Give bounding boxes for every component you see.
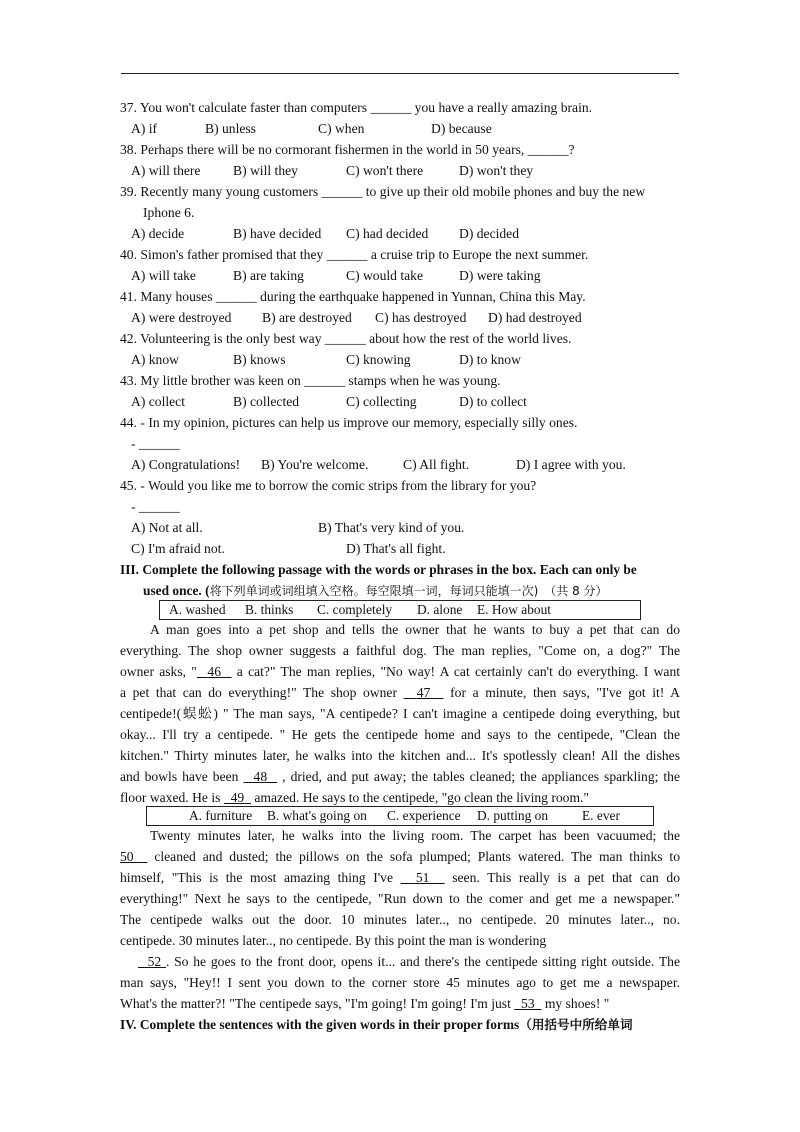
passage-line: floor waxed. He is 49 amazed. He says to the centipede, "go clean the living room.": [120, 790, 589, 805]
section-3-heading: III. Complete the following passage with the words or phrases in the box. Each can only be: [120, 562, 637, 577]
q40-option-b: B) are taking: [233, 268, 304, 283]
word-box-1-item: C. completely: [317, 602, 393, 617]
q39-option-a: A) decide: [131, 226, 185, 241]
q41-option-b: B) are destroyed: [262, 310, 352, 325]
q42-option-d: D) to know: [459, 352, 521, 367]
question-40: 40. Simon's father promised that they ______ a cruise trip to Europe the next summer.: [120, 247, 589, 262]
word-box-1: [159, 600, 641, 620]
q45-option-d: D) That's all fight.: [346, 541, 446, 556]
question-43: 43. My little brother was keen on ______ stamps when he was young.: [120, 373, 501, 388]
q37-option-c: C) when: [318, 121, 365, 136]
passage-line: everything. The shop owner suggests a faithful dog. The man replies, "Come on, a dog?" The: [120, 643, 680, 658]
q43-option-b: B) collected: [233, 394, 300, 409]
passage-line: owner asks, " 46 a cat?" The man replies, "No way! A cat certainly can't do everything. I want: [120, 664, 681, 679]
question-38: 38. Perhaps there will be no cormorant fishermen in the world in 50 years, ______?: [120, 142, 575, 157]
passage-line: okay... I'll try a centipede. " He gets the centipede home and says to the centipede, "Clean the: [120, 727, 680, 742]
q39-option-d: D) decided: [459, 226, 520, 241]
section-3-heading-cn: 将下列单词或词组填入空格。每空限填一词，每词只能填一次): [209, 584, 539, 598]
q45-option-a: A) Not at all.: [131, 520, 203, 535]
passage-line: Twenty minutes later, he walks into the living room. The carpet has been vacuumed; the: [150, 828, 680, 843]
q38-option-d: D) won't they: [459, 163, 534, 178]
q39-option-c: C) had decided: [346, 226, 429, 241]
q44-option-b: B) You're welcome.: [261, 457, 369, 472]
q40-option-a: A) will take: [131, 268, 196, 283]
blank-50: 50: [120, 849, 134, 864]
passage-line: What's the matter?! "The centipede says, "I'm going! I'm going! I'm just 53 my shoes! ": [120, 996, 610, 1011]
question-39-cont: Iphone 6.: [143, 205, 195, 220]
word-box-2-item: A. furniture: [189, 808, 253, 823]
q37-option-b: B) unless: [205, 121, 256, 136]
passage-line: 50 cleaned and dusted; the pillows on the sofa plumped; Plants watered. The man thinks to: [120, 849, 681, 864]
q45-option-c: C) I'm afraid not.: [131, 541, 225, 556]
blank-46: 46: [207, 664, 221, 679]
q42-option-b: B) knows: [233, 352, 286, 367]
q39-option-b: B) have decided: [233, 226, 322, 241]
question-37: 37. You won't calculate faster than computers ______ you have a really amazing brain.: [120, 100, 593, 115]
section-4-heading-cn: （用括号中所给单词: [519, 1017, 633, 1032]
q45-option-b: B) That's very kind of you.: [318, 520, 465, 535]
q44-option-d: D) I agree with you.: [516, 457, 626, 472]
passage-line: man says, "Hey!! I sent you down to the corner store 45 minutes ago to get me a newspaper.: [120, 975, 680, 990]
blank-47: 47: [416, 685, 431, 700]
q44-response-blank: - ______: [131, 436, 180, 451]
passage-line: centipede!(蜈蚣) " The man says, "A centipede? I can't imagine a centipede doing everything, but: [120, 706, 680, 721]
word-box-1-item: A. washed: [169, 602, 226, 617]
q41-option-c: C) has destroyed: [375, 310, 467, 325]
blank-48: 48: [253, 769, 268, 784]
q40-option-d: D) were taking: [459, 268, 541, 283]
word-box-2-item: B. what's going on: [267, 808, 367, 823]
q38-option-c: C) won't there: [346, 163, 424, 178]
word-box-2: [146, 806, 654, 826]
q43-option-a: A) collect: [131, 394, 185, 409]
question-45: 45. - Would you like me to borrow the comic strips from the library for you?: [120, 478, 537, 493]
blank-52: 52: [147, 954, 162, 969]
q42-option-a: A) know: [131, 352, 179, 367]
question-41: 41. Many houses ______ during the earthquake happened in Yunnan, China this May.: [120, 289, 586, 304]
question-42: 42. Volunteering is the only best way ______ about how the rest of the world lives.: [120, 331, 572, 346]
word-box-2-item: D. putting on: [477, 808, 549, 823]
section-4-heading: IV. Complete the sentences with the given words in their proper forms（用括号中所给单词: [120, 1017, 633, 1032]
passage-line: 52 . So he goes to the front door, opens it... and there's the centipede sitting right outside. The: [138, 952, 680, 973]
passage-line: kitchen." Thirty minutes later, he walks into the kitchen and... It's spotlessly clean! All the dishes: [120, 748, 680, 763]
q41-option-a: A) were destroyed: [131, 310, 232, 325]
blank-51: 51: [415, 870, 430, 885]
section-3-heading-en: used once. (: [143, 583, 210, 598]
passage-line: and bowls have been 48 , dried, and put away; the tables cleaned; the appliances sparkling; the: [120, 769, 681, 784]
blank-53: 53: [521, 996, 535, 1011]
q43-option-d: D) to collect: [459, 394, 527, 409]
blank-49: 49: [230, 790, 245, 805]
q45-response-blank: - ______: [131, 499, 180, 514]
passage-line: The centipede walks out the door. 10 minutes later.., no centipede. 20 minutes later.., no.: [120, 912, 680, 927]
q40-option-c: C) would take: [346, 268, 424, 283]
question-39: 39. Recently many young customers ______ to give up their old mobile phones and buy the new: [120, 184, 646, 199]
q44-option-a: A) Congratulations!: [131, 457, 241, 472]
word-box-1-item: E. How about: [477, 602, 552, 617]
passage-line: himself, "This is the most amazing thing I've 51 seen. This really is a pet that can do: [120, 870, 680, 885]
q42-option-c: C) knowing: [346, 352, 411, 367]
q44-option-c: C) All fight.: [403, 457, 470, 472]
q41-option-d: D) had destroyed: [488, 310, 582, 325]
q37-option-d: D) because: [431, 121, 492, 136]
q43-option-c: C) collecting: [346, 394, 417, 409]
q37-option-a: A) if: [131, 121, 158, 136]
q38-option-b: B) will they: [233, 163, 298, 178]
section-3-heading-cont: [143, 581, 608, 601]
word-box-1-item: D. alone: [417, 602, 463, 617]
word-box-2-item: E. ever: [582, 808, 620, 823]
passage-line: everything!" Next he says to the centipede, "Run down to the comer and get me a newspaper.": [120, 891, 680, 906]
header-rule: [121, 73, 679, 74]
passage-line: A man goes into a pet shop and tells the owner that he wants to buy a pet that can do: [150, 622, 680, 637]
q38-option-a: A) will there: [131, 163, 201, 178]
passage-line: centipede. 30 minutes later.., no centipede. By this point the man is wondering: [120, 933, 547, 948]
word-box-2-item: C. experience: [387, 808, 461, 823]
question-44: 44. - In my opinion, pictures can help us improve our memory, especially silly ones.: [120, 415, 578, 430]
section-3-score: （共 8 分）: [544, 584, 608, 598]
word-box-1-item: B. thinks: [245, 602, 294, 617]
passage-line: a pet that can do everything!" The shop owner 47 for a minute, then says, "I've got it! A: [120, 685, 680, 700]
